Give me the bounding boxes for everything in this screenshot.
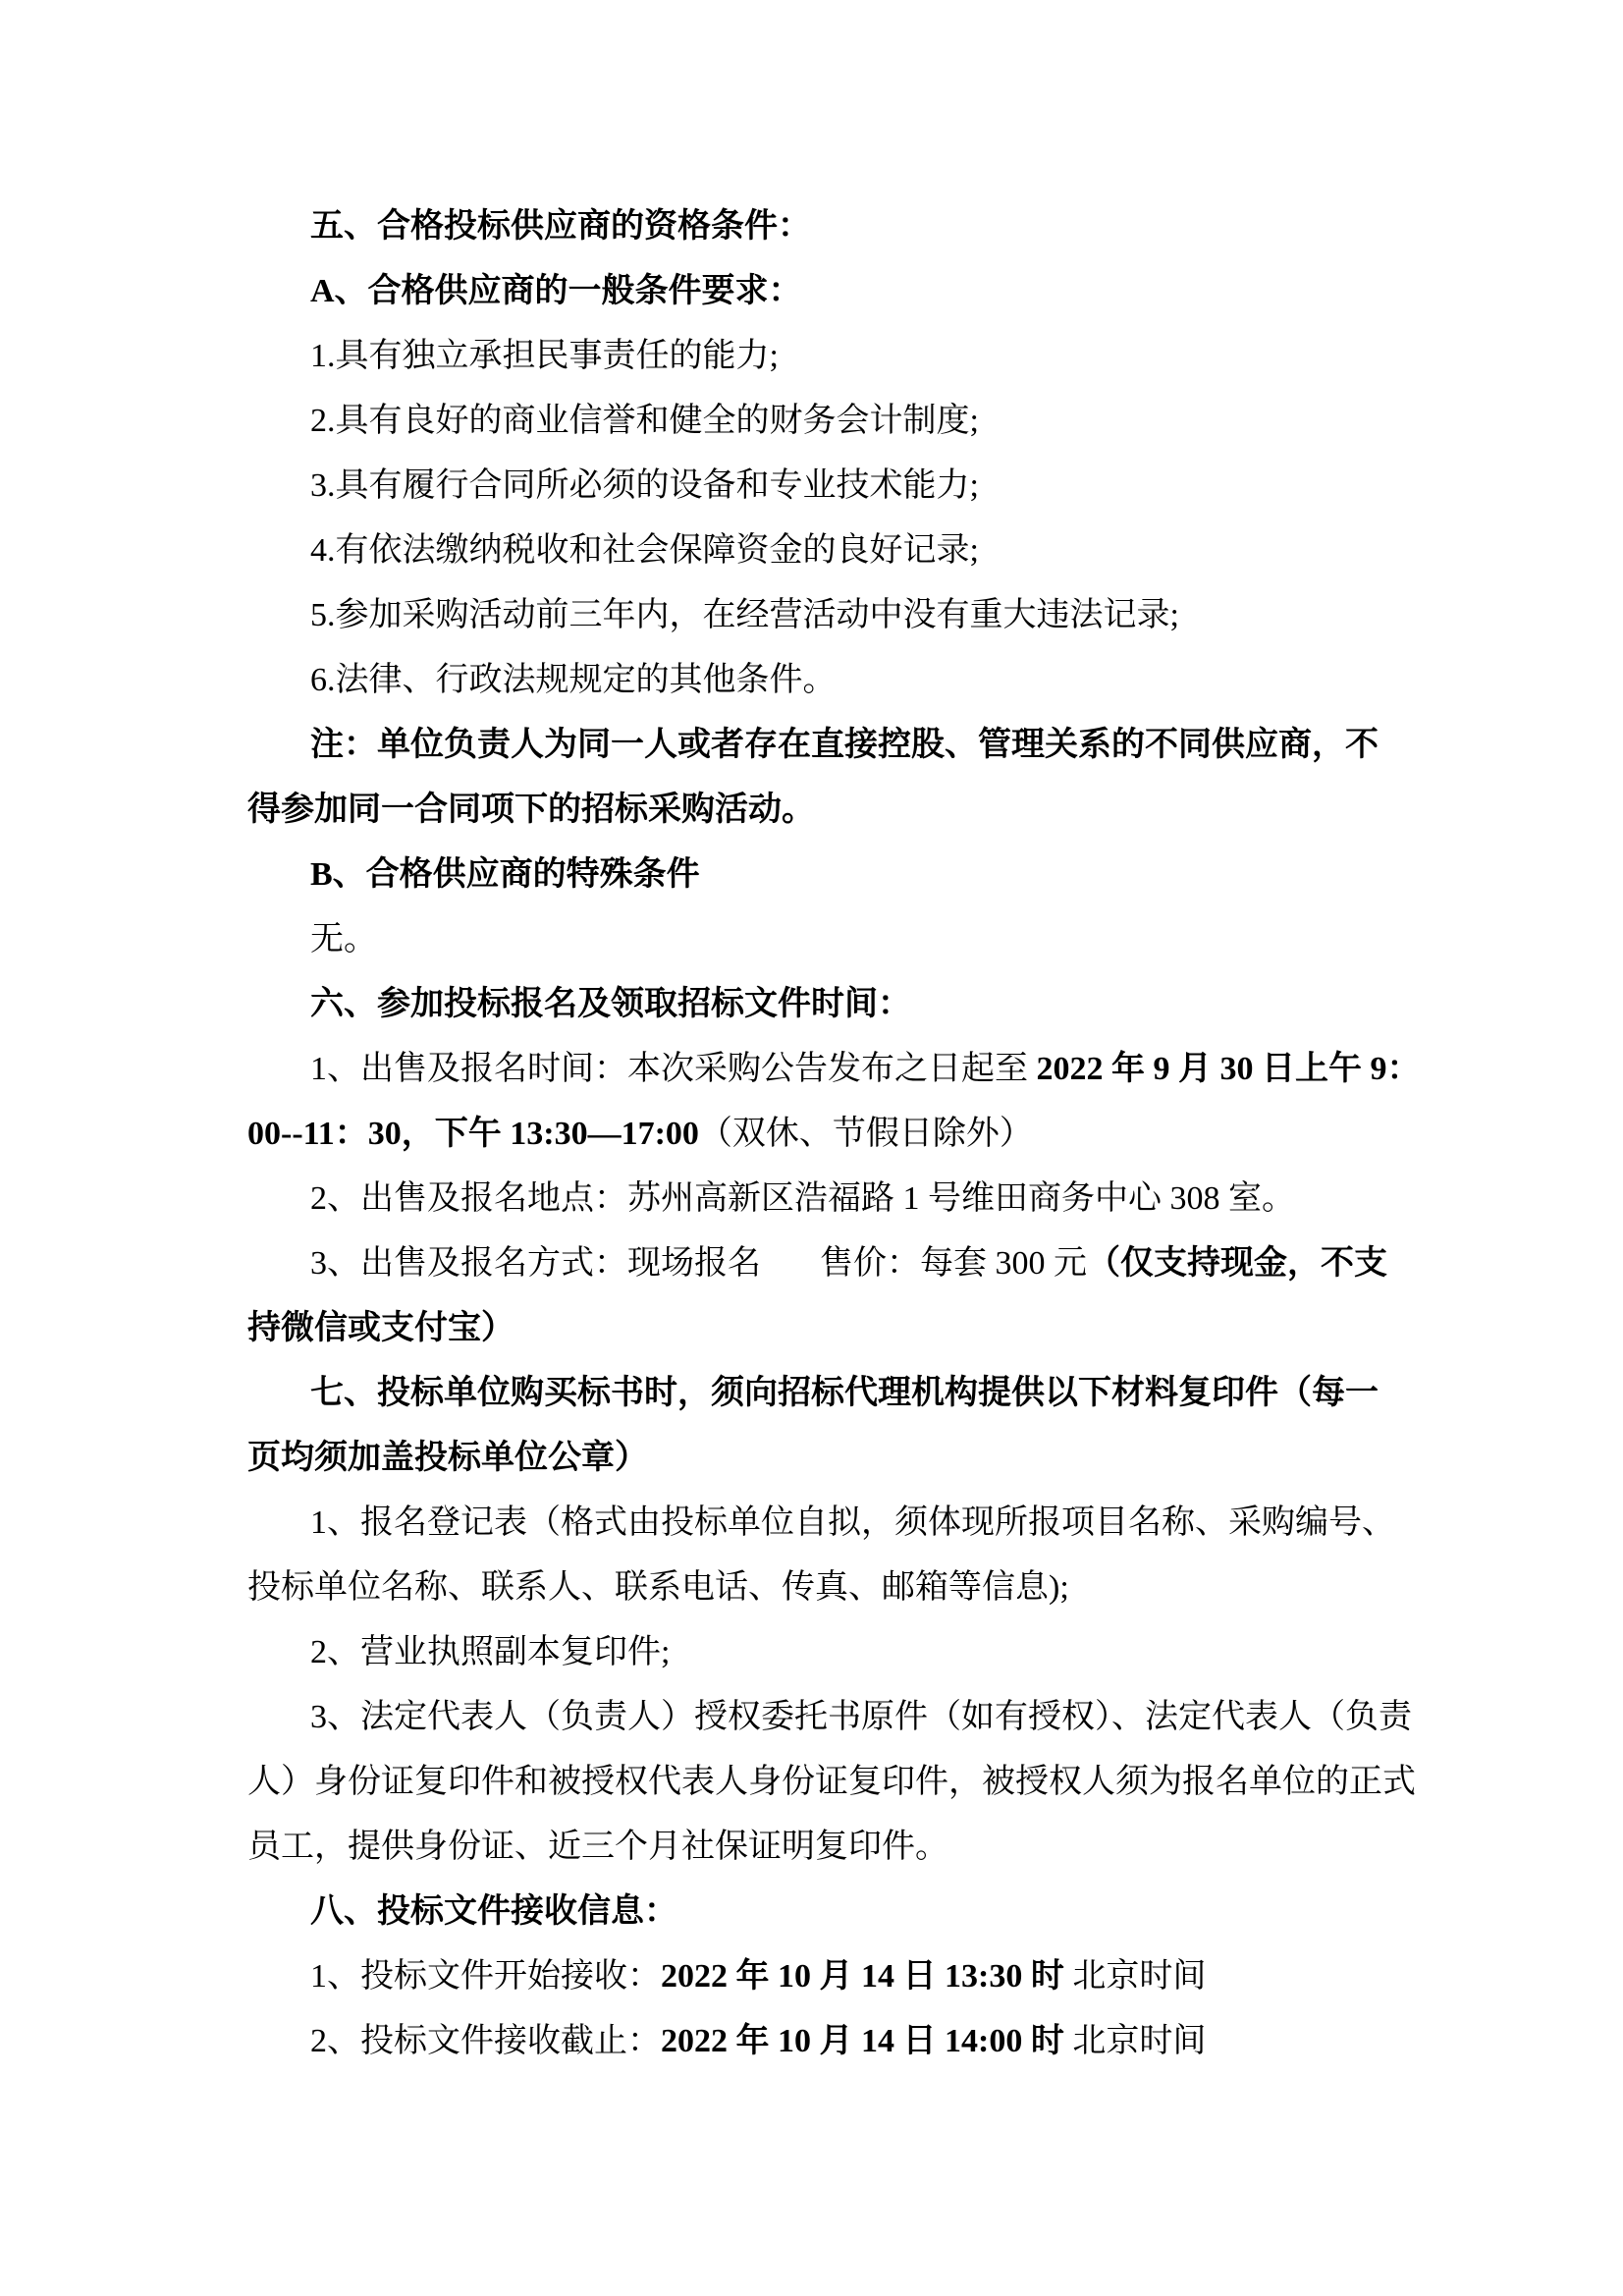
text-run: 页均须加盖投标单位公章）: [247, 1440, 648, 1476]
text-line: [247, 324, 1386, 389]
text-line: [247, 1880, 1386, 1944]
text-run: （仅支持现金，不支: [1087, 1245, 1387, 1282]
text-run: 持微信或支付宝）: [247, 1310, 514, 1346]
text-run: 2、营业执照副本复印件;: [310, 1634, 671, 1670]
text-run: 2.具有良好的商业信誉和健全的财务会计制度;: [310, 403, 979, 439]
text-line: [247, 1620, 1386, 1685]
text-line: [247, 1750, 1416, 1815]
text-run: 1、出售及报名时间：本次采购公告发布之日起至: [310, 1051, 1037, 1087]
text-run: 1、投标文件开始接收：: [310, 1958, 661, 1995]
text-run: 2022 年 9 月 30 日上午 9：: [1036, 1051, 1421, 1087]
text-run: 5.参加采购活动前三年内，在经营活动中没有重大违法记录;: [310, 597, 1179, 633]
text-run: 无。: [310, 921, 377, 957]
text-line: [247, 583, 1386, 648]
text-line: [247, 1944, 1386, 2009]
text-line: [247, 194, 1386, 259]
text-run: 2022 年 10 月 14 日 14:00 时: [661, 2023, 1064, 2059]
text-line: [247, 389, 1386, 454]
text-line: [247, 1296, 1386, 1361]
text-run: 2022 年 10 月 14 日 13:30 时: [661, 1958, 1064, 1995]
text-run: （双休、节假日除外）: [698, 1116, 1033, 1152]
text-line: [247, 713, 1386, 778]
text-run: 6.法律、行政法规规定的其他条件。: [310, 662, 837, 698]
text-line: [247, 259, 1386, 324]
text-line: [247, 519, 1386, 583]
document-body: [247, 194, 1421, 2074]
text-run: 七、投标单位购买标书时，须向招标代理机构提供以下材料复印件（每一: [310, 1375, 1379, 1411]
text-run: 八、投标文件接收信息：: [310, 1893, 677, 1930]
text-run: 1.具有独立承担民事责任的能力;: [310, 338, 779, 374]
text-line: [247, 648, 1386, 713]
text-run: B、合格供应商的特殊条件: [310, 856, 700, 893]
text-line: [247, 972, 1386, 1037]
text-line: [247, 1426, 1386, 1491]
text-line: [247, 1491, 1395, 1556]
text-run: 2、出售及报名地点：苏州高新区浩福路 1 号维田商务中心 308 室。: [310, 1180, 1295, 1217]
text-line: [247, 1815, 1386, 1880]
text-run: 人）身份证复印件和被授权代表人身份证复印件，被授权人须为报名单位的正式: [247, 1764, 1416, 1800]
text-run: 3、法定代表人（负责人）授权委托书原件（如有授权）、法定代表人（负责: [310, 1699, 1412, 1735]
text-line: [247, 2009, 1386, 2074]
text-run: 得参加同一合同项下的招标采购活动。: [247, 792, 815, 828]
text-line: [247, 1167, 1386, 1231]
text-run: 注：单位负责人为同一人或者存在直接控股、管理关系的不同供应商，不: [310, 727, 1379, 763]
text-run: 3、出售及报名方式：现场报名: [310, 1245, 761, 1282]
text-line: [247, 907, 1386, 972]
text-run: 员工，提供身份证、近三个月社保证明复印件。: [247, 1829, 948, 1865]
text-line: [247, 843, 1386, 907]
text-line: [247, 1685, 1412, 1750]
text-line: [247, 1037, 1421, 1102]
text-run: 4.有依法缴纳税收和社会保障资金的良好记录;: [310, 532, 979, 569]
text-line: [247, 454, 1386, 519]
text-run: 售价：每套 300 元: [820, 1245, 1087, 1282]
text-run: 五、合格投标供应商的资格条件：: [310, 208, 811, 245]
text-run: 六、参加投标报名及领取招标文件时间：: [310, 986, 911, 1022]
text-line: [247, 1231, 1386, 1296]
text-run: 00--11：30，下午 13:30—17:00: [247, 1116, 699, 1152]
text-line: [247, 1361, 1386, 1426]
text-line: [247, 778, 1386, 843]
text-run: 北京时间: [1063, 2023, 1207, 2059]
text-run: 北京时间: [1063, 1958, 1207, 1995]
text-run: 2、投标文件接收截止：: [310, 2023, 661, 2059]
text-line: [247, 1102, 1386, 1167]
text-run: 3.具有履行合同所必须的设备和专业技术能力;: [310, 467, 979, 504]
text-run: 1、报名登记表（格式由投标单位自拟，须体现所报项目名称、采购编号、: [310, 1504, 1395, 1541]
text-run: 投标单位名称、联系人、联系电话、传真、邮箱等信息);: [247, 1569, 1069, 1606]
text-run: A、合格供应商的一般条件要求：: [310, 273, 802, 309]
text-line: [247, 1556, 1386, 1620]
